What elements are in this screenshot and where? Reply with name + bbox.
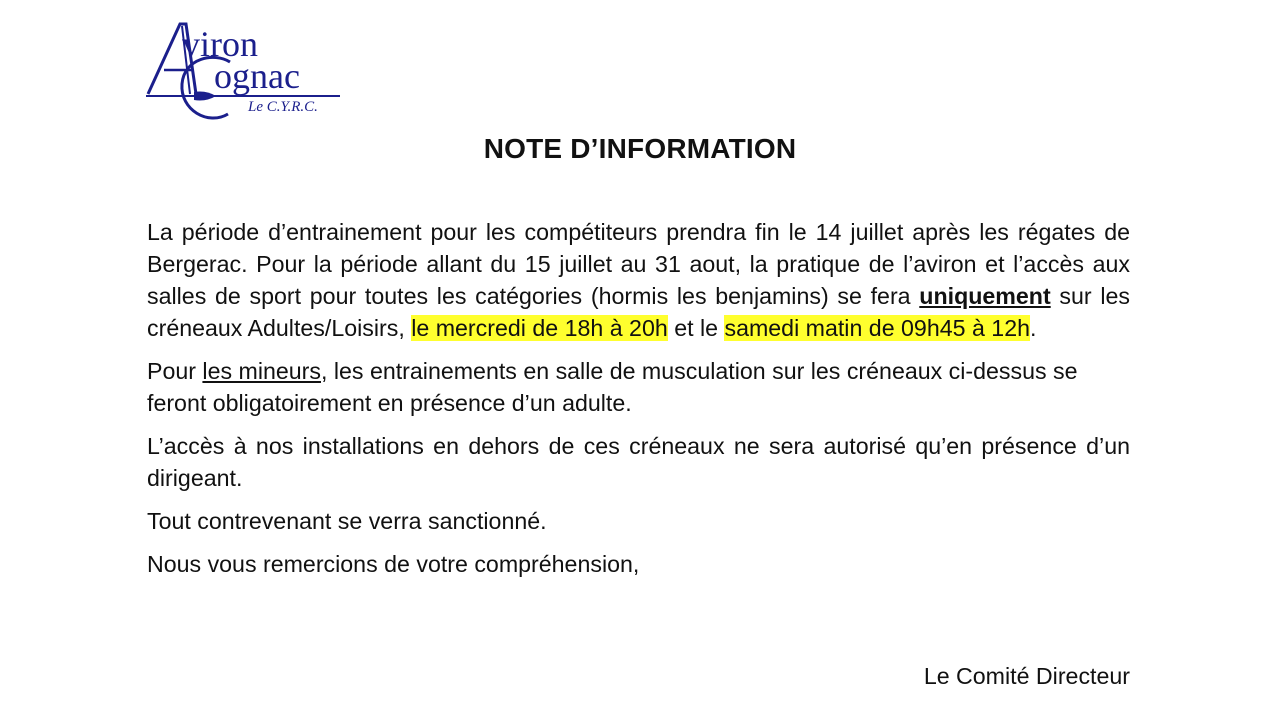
paragraph-sanction: Tout contrevenant se verra sanctionné.	[147, 508, 547, 534]
underline-les-mineurs: les mineurs	[202, 358, 321, 384]
paragraph-minors	[147, 355, 1130, 419]
logo-word-cognac: ognac	[214, 56, 300, 96]
paragraph-text: .	[1029, 315, 1037, 341]
highlight-wednesday: le mercredi de 18h à 20h	[411, 315, 668, 341]
highlight-saturday: samedi matin de 09h45 à 12h	[724, 315, 1030, 341]
emphasis-uniquement: uniquement	[919, 283, 1051, 309]
paragraph-training-period	[147, 216, 1130, 344]
paragraph-thanks: Nous vous remercions de votre compréhension,	[147, 551, 640, 577]
paragraph-text: Pour	[147, 358, 203, 384]
signature: Le Comité Directeur	[923, 663, 1130, 689]
logo-word-aviron: viron	[182, 24, 258, 64]
paragraph-text: La période d’entrainement pour les compétiteurs prendra fin le 14 juillet après les régates de Bergerac. Pour la période allant du 15 juillet au 31 aout, la pratique de l’aviron et l’accès aux salles de sport pour toutes les catégories (hormis les benjamins) se fera	[147, 219, 1130, 309]
paragraph-text: sur les créneaux Adultes/Loisirs,	[147, 283, 1131, 341]
document-body	[147, 216, 1130, 591]
club-logo	[144, 18, 348, 126]
logo-subtitle: Le C.Y.R.C.	[248, 99, 318, 115]
paragraph-text: , les entrainements en salle de musculation sur les créneaux ci-dessus se feront obligatoirement en présence d’un adulte.	[147, 358, 1078, 416]
paragraph-access: L’accès à nos installations en dehors de ces créneaux ne sera autorisé qu’en présence d’un dirigeant.	[147, 433, 1130, 491]
paragraph-text: et le	[667, 315, 725, 341]
document-title: NOTE D’INFORMATION	[483, 133, 797, 164]
